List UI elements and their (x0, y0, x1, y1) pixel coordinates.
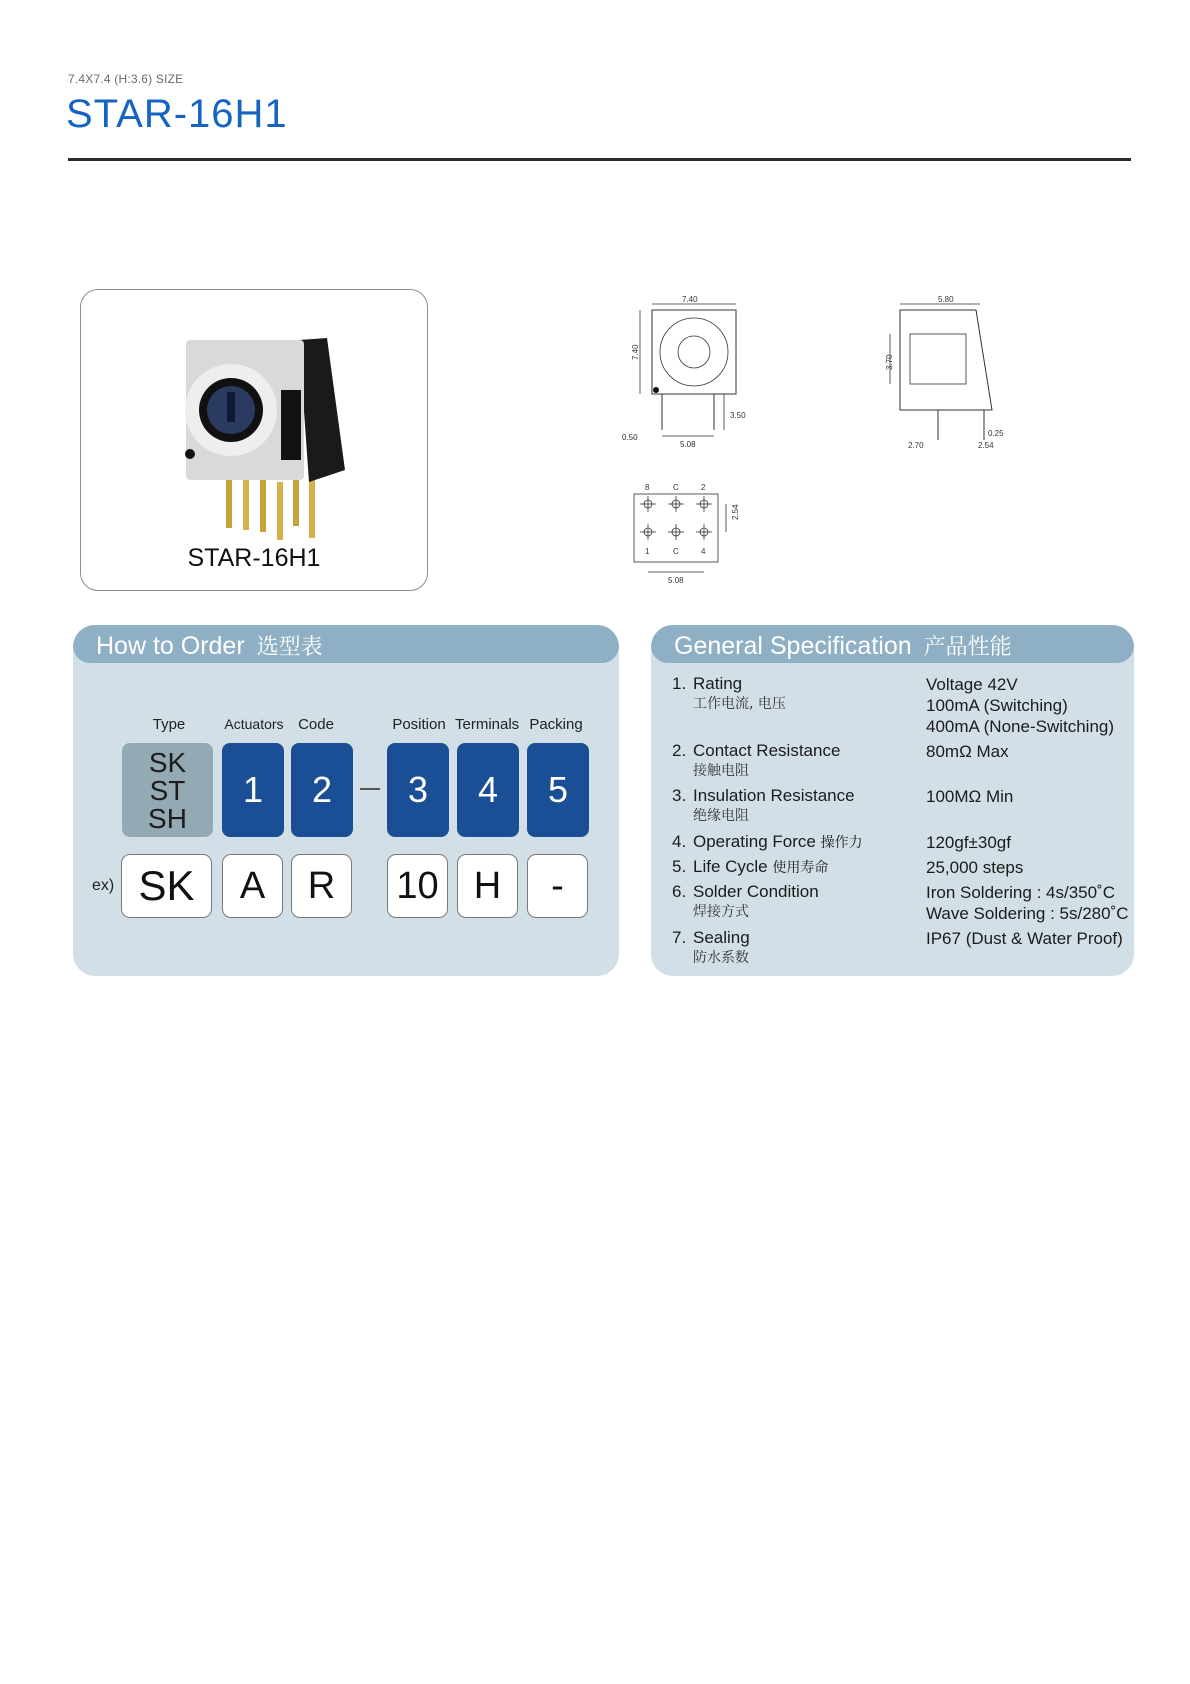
svg-text:0.25: 0.25 (988, 429, 1004, 438)
svg-text:C: C (673, 483, 679, 492)
header-divider (68, 158, 1131, 161)
example-packing: - (527, 854, 588, 918)
general-spec-panel: General Specification 产品性能 1. Rating 工作电流, 电压 Voltage 42V 100mA (Switching) 400mA (None-Switching) 2. Contact Resistance 接触电阻 80mΩ Max 3. Insulation Resistance 绝缘电阻 100MΩ Min 4. Operating Force 操作力 120gf±30gf 5. Life Cycle 使用寿命 25,000 steps 6. Solder Condition 焊接方式 Iron Soldering : 4s/350˚C Wave Soldering : 5s/280˚C 7. Sealing 防水系数 IP67 (Dust & Water Proof) (651, 625, 1134, 976)
how-to-order-panel (73, 625, 619, 976)
general-spec-header (651, 625, 1134, 663)
how-to-order-title: How to Order 选型表 (96, 632, 323, 660)
svg-text:2.54: 2.54 (731, 504, 740, 520)
front-view-drawing (620, 290, 770, 450)
col-type: Type (152, 716, 186, 733)
svg-text:2: 2 (701, 483, 706, 492)
example-terminal: H (457, 854, 518, 918)
type-options (122, 743, 213, 837)
svg-text:3.70: 3.70 (885, 354, 894, 370)
side-view-drawing (880, 290, 1020, 450)
svg-text:5.08: 5.08 (680, 440, 696, 449)
svg-text:2.54: 2.54 (978, 441, 994, 450)
col-terminals: Terminals (455, 716, 520, 733)
svg-text:1: 1 (645, 547, 650, 556)
svg-text:5.08: 5.08 (668, 576, 684, 585)
svg-text:8: 8 (645, 483, 650, 492)
example-type: SK (121, 854, 212, 918)
general-spec-title: General Specification 产品性能 (674, 632, 1012, 660)
svg-text:0.50: 0.50 (622, 433, 638, 442)
page-title: STAR-16H1 (66, 92, 288, 136)
example-label: ex) (92, 877, 115, 894)
code-box-5: 5 (527, 743, 589, 837)
product-photo (181, 330, 351, 540)
svg-text:3.50: 3.50 (730, 411, 746, 420)
code-box-4: 4 (457, 743, 519, 837)
example-code: R (291, 854, 352, 918)
code-box-3: 3 (387, 743, 449, 837)
type-option-sk: SK (148, 747, 187, 778)
col-packing: Packing (529, 716, 583, 733)
type-option-sh: SH (148, 803, 187, 834)
col-code: Code (298, 716, 334, 733)
pin-layout-drawing (630, 480, 770, 585)
svg-text:5.80: 5.80 (938, 295, 954, 304)
svg-text:7.40: 7.40 (682, 295, 698, 304)
code-separator (360, 788, 380, 790)
size-subtitle: 7.4X7.4 (H:3.6) SIZE (68, 72, 184, 86)
code-box-2: 2 (291, 743, 353, 837)
example-actuator: A (222, 854, 283, 918)
product-photo-card (80, 289, 428, 591)
svg-text:7.40: 7.40 (631, 344, 640, 360)
col-position: Position (392, 716, 446, 733)
type-option-st: ST (149, 775, 186, 806)
svg-text:4: 4 (701, 547, 706, 556)
svg-text:2.70: 2.70 (908, 441, 924, 450)
code-box-1: 1 (222, 743, 284, 837)
photo-label: STAR-16H1 (187, 544, 321, 572)
col-actuators: Actuators (224, 716, 284, 732)
svg-text:C: C (673, 547, 679, 556)
how-to-order-header (73, 625, 619, 663)
example-position: 10 (387, 854, 448, 918)
